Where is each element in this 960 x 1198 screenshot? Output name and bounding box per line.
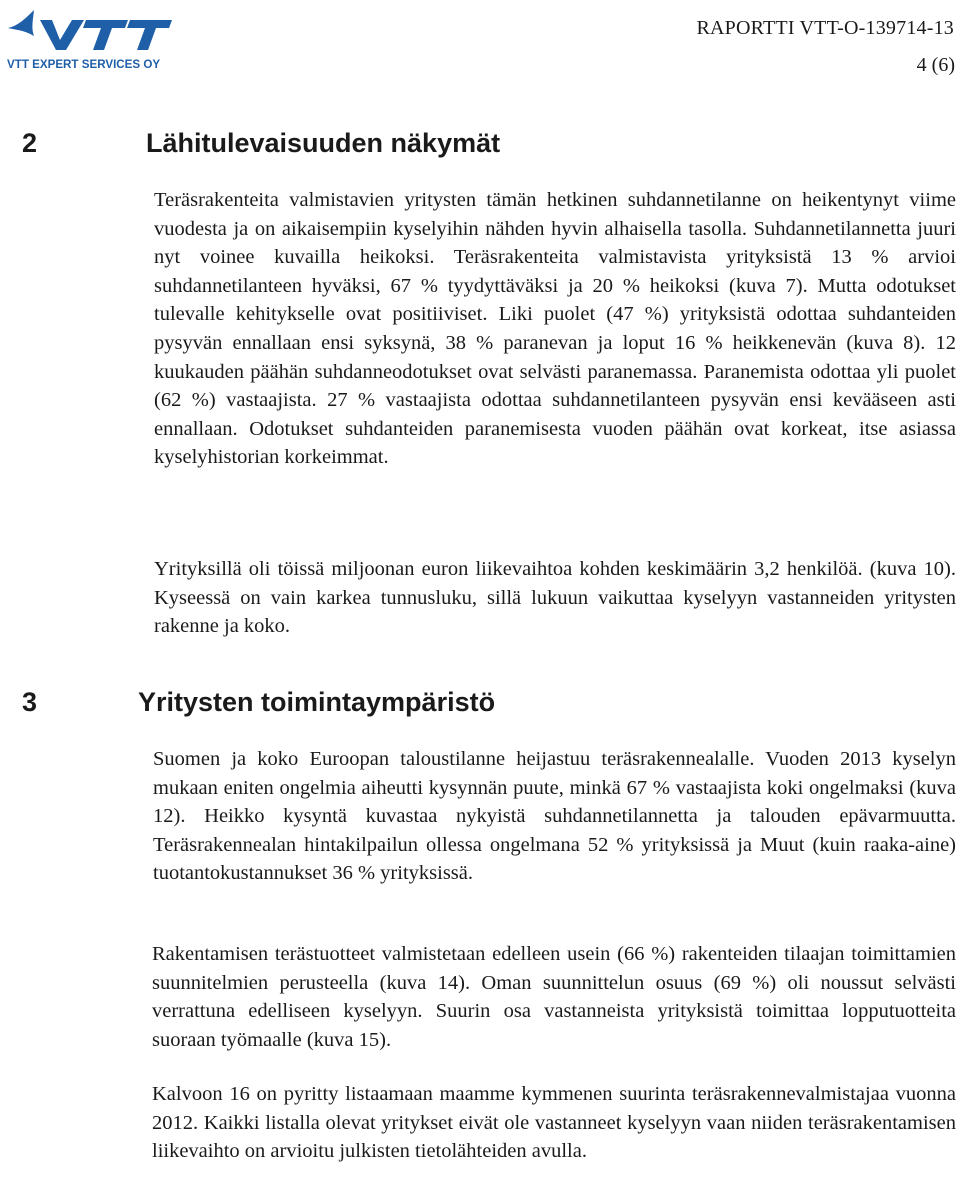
section-heading-3: [22, 687, 495, 718]
paragraph: Yrityksillä oli töissä miljoonan euron liikevaihtoa kohden keskimäärin 3,2 henkilöä. (kuva 10). Kyseessä on vain karkea tunnusluku, sillä lukuun vaikuttaa kyselyyn vastanneiden yritysten rakenne ja koko.: [154, 558, 956, 638]
logo-letter-t2: [127, 20, 172, 50]
logo-subtitle: VTT EXPERT SERVICES OY: [7, 58, 161, 71]
section-title: Lähitulevaisuuden näkymät: [146, 128, 501, 158]
page-number: 4 (6): [916, 54, 955, 76]
logo-swoosh-shape: [8, 10, 34, 36]
vtt-logo: [6, 6, 176, 72]
report-id: RAPORTTI VTT-O-139714-13: [696, 17, 954, 39]
paragraph: Suomen ja koko Euroopan taloustilanne heijastuu teräsrakennealalle. Vuoden 2013 kyselyn mukaan eniten ongelmia aiheutti kysynnän puute, minkä 67 % vastaajista koki ongelmaksi (kuva 12). Heikko kysyntä kuvastaa nykyistä suhdannetilannetta ja talouden epävarmuutta. Teräsrakennealan hintakilpailun ollessa ongelmana 52 % yrityksissä ja Muut (kuin raaka-aine) tuotantokustannukset 36 % yrityksissä.: [153, 748, 956, 885]
section-title: Yritysten toimintaympäristö: [138, 687, 496, 717]
section-heading-2: [22, 128, 500, 159]
vtt-logo-graphic: [6, 6, 176, 72]
logo-letter-v: [40, 20, 84, 50]
section-number: 3: [22, 687, 38, 717]
paragraph: Teräsrakenteita valmistavien yritysten tämän hetkinen suhdannetilanne on heikentynyt viime vuodesta ja on aikaisempiin kyselyihin nähden hyvin alhaisella tasolla. Suhdannetilannetta juuri nyt voinee kuvailla heikoksi. Teräsrakenteita valmistavista yrityksistä 13 % arvioi suhdannetilanteen hyväksi, 67 % tyydyttäväksi ja 20 % heikoksi (kuva 7). Mutta odotukset tulevalle kehitykselle ovat positiiviset. Liki puolet (47 %) yrityksistä odottaa suhdanteiden pysyvän ennallaan ensi syksynä, 38 % paranevan ja loput 16 % heikkenevän (kuva 8). 12 kuukauden päähän suhdanneodotukset ovat selvästi paranemassa. Paranemista odottaa yli puolet (62 %) vastaajista. 27 % vastaajista odottaa suhdannetilanteen pysyvän ensi kevääseen asti ennallaan. Odotukset suhdanteiden paranemisesta vuoden päähän ovat korkeat, itse asiassa kyselyhistorian korkeimmat.: [154, 189, 956, 469]
paragraph: Kalvoon 16 on pyritty listaamaan maamme kymmenen suurinta teräsrakennevalmistajaa vuonna 2012. Kaikki listalla olevat yritykset eivät ole vastanneet kyselyyn vaan niiden teräsrakentamisen liikevaihto on arvioitu julkisten tietolähteiden avulla.: [152, 1083, 956, 1163]
logo-letter-t1: [83, 20, 128, 50]
paragraph: Rakentamisen terästuotteet valmistetaan edelleen usein (66 %) rakenteiden tilaajan toimittamien suunnitelmien perusteella (kuva 14). Oman suunnittelun osuus (69 %) oli noussut selvästi verrattuna edelliseen kyselyyn. Suurin osa vastanneista yrityksistä toimittaa lopputuotteita suoraan työmaalle (kuva 15).: [152, 943, 956, 1051]
section-number: 2: [22, 128, 38, 158]
